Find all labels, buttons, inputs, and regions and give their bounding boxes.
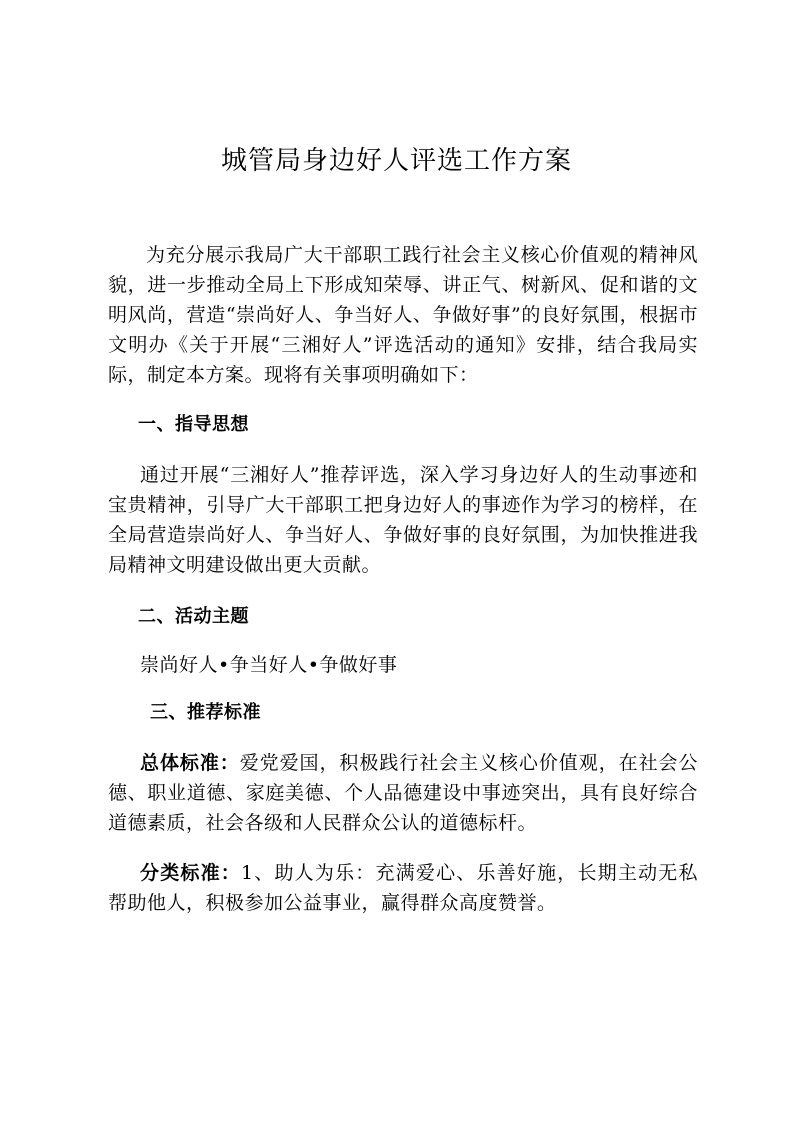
document-title: 城管局身边好人评选工作方案 <box>220 146 572 176</box>
document-body <box>108 240 698 918</box>
overall-criteria-paragraph <box>108 748 698 838</box>
overall-criteria-text: 爱党爱国，积极践行社会主义核心价值观，在社会公德、职业道德、家庭美德、个人品德建设中事迹突出，具有良好综合道德素质，社会各级和人民群众公认的道德标杆。 <box>108 752 698 834</box>
section-heading-guiding-ideology: 一、指导思想 <box>138 414 249 435</box>
guiding-ideology-paragraph: 通过开展“三湘好人”推荐评选，深入学习身边好人的生动事迹和宝贵精神，引导广大干部职工把身边好人的事迹作为学习的榜样，在全局营造崇尚好人、争当好人、争做好事的良好氛围，为加快推进我局精神文明建设做出更大贡献。 <box>108 464 698 576</box>
category-criteria-text: 1、助人为乐：充满爱心、乐善好施，长期主动无私帮助他人，积极参加公益事业，赢得群众高度赞誉。 <box>108 862 698 914</box>
category-criteria-paragraph <box>108 858 698 918</box>
overall-criteria-label: 总体标准： <box>140 752 240 774</box>
section-heading-activity-theme: 二、活动主题 <box>138 606 249 627</box>
intro-paragraph: 为充分展示我局广大干部职工践行社会主义核心价值观的精神风貌，进一步推动全局上下形成知荣辱、讲正气、树新风、促和谐的文明风尚，营造“崇尚好人、争当好人、争做好事”的良好氛围，根据市文明办《关于开展“三湘好人”评选活动的通知》安排，结合我局实际，制定本方案。现将有关事项明确如下： <box>108 244 698 386</box>
section-heading-recommendation-criteria: 三、推荐标准 <box>150 702 261 723</box>
activity-theme-text: 崇尚好人•争当好人•争做好事 <box>140 654 398 676</box>
category-criteria-label: 分类标准： <box>140 862 241 884</box>
